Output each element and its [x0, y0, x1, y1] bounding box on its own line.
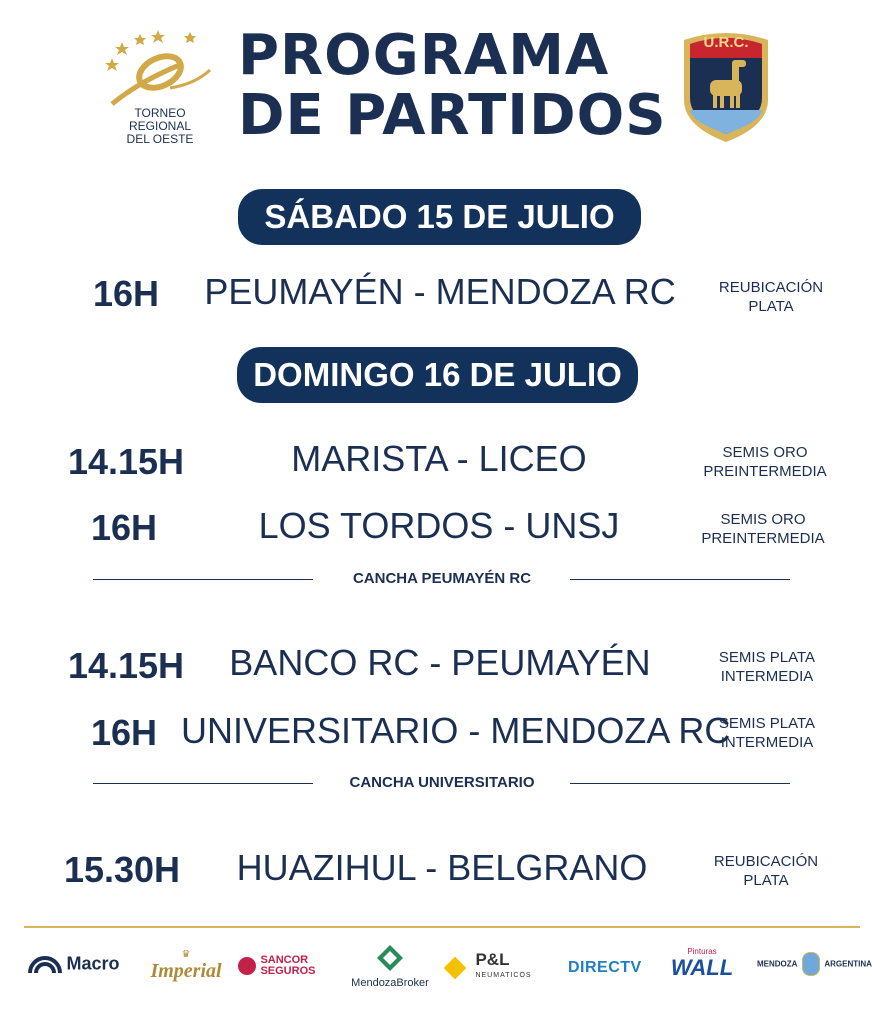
venue-divider-left	[93, 783, 313, 784]
footer-divider	[24, 926, 860, 928]
match-category: SEMIS ORO PREINTERMEDIA	[703, 444, 827, 480]
venue-label: CANCHA UNIVERSITARIO	[349, 774, 535, 791]
match-time: 14.15H	[67, 645, 185, 686]
match-teams: PEUMAYÉN - MENDOZA RC	[204, 271, 676, 312]
day-pill-saturday: SÁBADO 15 DE JULIO	[238, 189, 641, 245]
match-teams: UNIVERSITARIO - MENDOZA RC	[181, 710, 731, 751]
macro-arc-icon	[28, 953, 62, 975]
venue-label: CANCHA PEUMAYÉN RC	[352, 570, 532, 587]
match-time: 16H	[90, 712, 158, 753]
page-title	[238, 23, 667, 148]
page-title-line-2: DE PARTIDOS	[238, 83, 667, 148]
sponsor-sancor: SANCOR SEGUROS	[238, 955, 315, 977]
match-category: REUBICACIÓN PLATA	[713, 853, 819, 889]
pl-diamond-icon	[444, 957, 467, 980]
rugby-ball-stars-icon	[100, 26, 220, 106]
match-category: SEMIS PLATA INTERMEDIA	[718, 649, 816, 685]
urc-shield-text: U.R.C.	[703, 34, 749, 51]
match-category: REUBICACIÓN PLATA	[718, 279, 824, 315]
venue-divider-right	[570, 783, 790, 784]
sponsor-wall: Pinturas WALL	[670, 947, 734, 980]
venue-divider-left	[93, 579, 313, 580]
match-category: SEMIS ORO PREINTERMEDIA	[701, 511, 825, 547]
venue-divider-right	[570, 579, 790, 580]
sponsor-pl: P&L NEUMATICOS	[447, 954, 532, 982]
mendoza-broker-icon	[376, 944, 404, 972]
page-title-line-1: PROGRAMA	[238, 23, 610, 88]
match-time: 15.30H	[63, 849, 181, 890]
day-pill-sunday: DOMINGO 16 DE JULIO	[237, 347, 638, 403]
match-teams: HUAZIHUL - BELGRANO	[236, 847, 648, 888]
match-teams: LOS TORDOS - UNSJ	[258, 505, 620, 546]
sponsor-imperial: ♛ Imperial	[150, 949, 222, 982]
match-teams: BANCO RC - PEUMAYÉN	[229, 642, 651, 683]
match-time: 16H	[92, 273, 160, 314]
match-time: 14.15H	[67, 441, 185, 482]
match-category: SEMIS PLATA INTERMEDIA	[718, 715, 816, 751]
torneo-regional-logo-text: TORNEO REGIONAL DEL OESTE	[126, 106, 194, 146]
match-teams: MARISTA - LICEO	[291, 438, 587, 479]
urc-shield-logo	[680, 30, 772, 144]
crown-icon: ♛	[181, 949, 191, 960]
sancor-icon	[238, 957, 256, 975]
sponsor-macro: Macro	[28, 953, 119, 975]
match-time: 16H	[90, 507, 158, 548]
mendoza-shield-icon	[802, 952, 820, 976]
sponsor-mendoza-argentina: MENDOZA ARGENTINA	[757, 952, 872, 976]
sponsor-mendoza-broker: MendozaBroker	[350, 944, 430, 989]
sponsor-directv: DIRECTV	[568, 959, 642, 976]
